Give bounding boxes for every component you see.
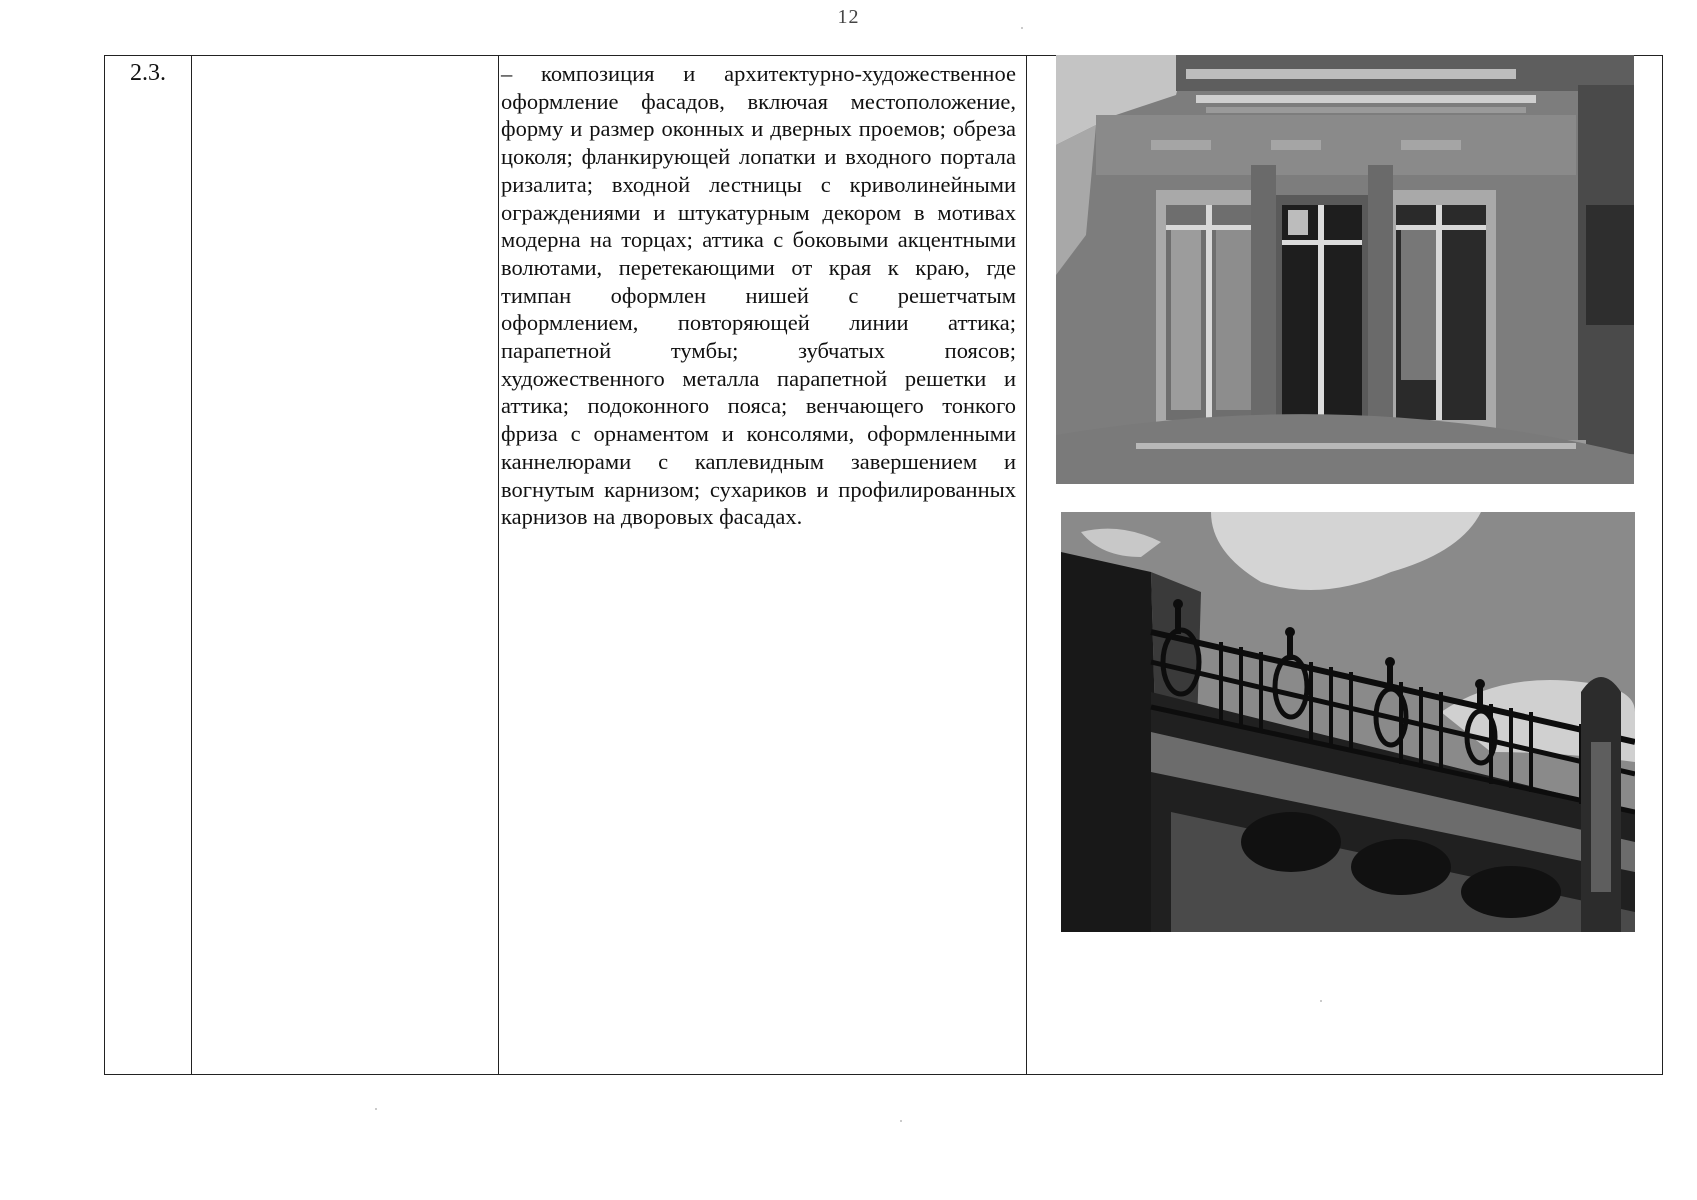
row-description-cell <box>499 56 1027 1075</box>
row-number-cell <box>105 56 192 1075</box>
row-number: 2.3. <box>130 60 166 86</box>
scan-speck <box>1021 27 1023 29</box>
row-description: – композиция и архитектурно-художественное оформление фасадов, включая местоположение, форму и размер оконных и дверных проемов; обреза цоколя; фланкирующей лопатки и входного портала ризалита; входной лестницы с криволинейными ограждениями и штукатурным декором в мотивах модерна на торцах; аттика с боковыми акцентными волютами, перетекающими от края к краю, где тимпан оформлен нишей с решетчатым оформлением, повторяющей линии аттика; парапетной тумбы; зубчатых поясов; художественного металла парапетной решетки и аттика; подоконного пояса; венчающего тонкого фриза с орнаментом и консолями, оформленными каннелюрами с каплевидным завершением и вогнутым карнизом; сухариков и профилированных карнизов на дворовых фасадах. <box>501 61 1016 530</box>
scan-speck <box>1320 1000 1322 1002</box>
parapet-railing-photo <box>1061 512 1635 932</box>
facade-windows-photo <box>1056 55 1634 484</box>
page-number: 12 <box>837 6 860 28</box>
scan-speck <box>375 1108 377 1110</box>
row-name-cell <box>192 56 499 1075</box>
scan-speck <box>900 1120 902 1122</box>
